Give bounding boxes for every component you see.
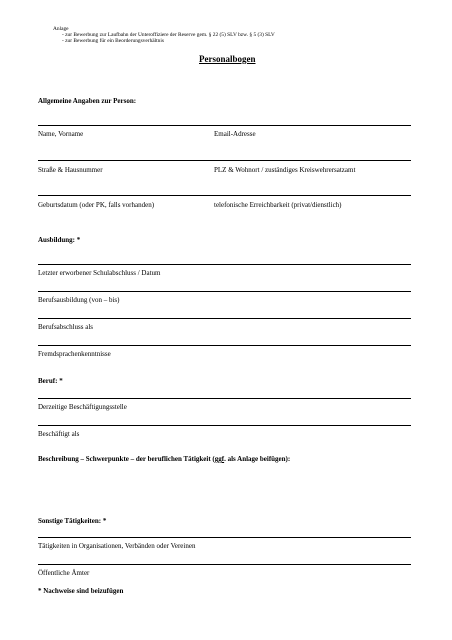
employer-label: Derzeitige Beschäftigungsstelle [38, 403, 127, 411]
languages-label: Fremdsprachenkenntnisse [38, 350, 111, 358]
section-general-heading: Allgemeine Angaben zur Person: [38, 97, 137, 105]
vocational-line[interactable] [38, 291, 411, 292]
page-title: Personalbogen [199, 54, 256, 64]
position-line[interactable] [38, 425, 411, 426]
name-label: Name, Vorname [38, 130, 84, 138]
organisations-label: Tätigkeiten in Organisationen, Verbänden oder Vereinen [38, 542, 196, 550]
section-other-heading: Sonstige Tätigkeiten: * [38, 517, 107, 525]
job-description-heading: Beschreibung – Schwerpunkte – der beruflichen Tätigkeit (ggf. als Anlage beifügen): [38, 455, 291, 463]
street-plz-line[interactable] [38, 160, 411, 161]
anlage-label: Anlage [53, 26, 69, 32]
email-label: Email-Adresse [214, 130, 256, 138]
birth-phone-line[interactable] [38, 195, 411, 196]
footnote: * Nachweise sind beizufügen [38, 587, 124, 595]
offices-line[interactable] [38, 564, 411, 565]
degree-label: Berufsabschluss als [38, 323, 94, 331]
employer-line[interactable] [38, 398, 411, 399]
name-email-line[interactable] [38, 125, 411, 126]
languages-line[interactable] [38, 345, 411, 346]
phone-label: telefonische Erreichbarkeit (privat/dienstlich) [214, 201, 342, 209]
vocational-label: Berufsausbildung (von – bis) [38, 296, 120, 304]
school-line[interactable] [38, 264, 411, 265]
school-label: Letzter erworbener Schulabschluss / Datum [38, 269, 161, 277]
section-education-heading: Ausbildung: * [38, 236, 81, 244]
offices-label: Öffentliche Ämter [38, 569, 90, 577]
street-label: Straße & Hausnummer [38, 166, 103, 174]
header-item-beorderung: - zur Bewerbung für ein Beorderungsverhältnis [62, 38, 164, 44]
section-job-heading: Beruf: * [38, 377, 63, 385]
birth-label: Geburtsdatum (oder PK, falls vorhanden) [38, 201, 155, 209]
plz-label: PLZ & Wohnort / zuständiges Kreiswehrersatzamt [214, 166, 356, 174]
degree-line[interactable] [38, 318, 411, 319]
position-label: Beschäftigt als [38, 430, 80, 438]
organisations-line[interactable] [38, 537, 411, 538]
header-item-laufbahn: - zur Bewerbung zur Laufbahn der Unteroffiziere der Reserve gem. § 22 (5) SLV bzw. § 5 (3) SLV [62, 32, 275, 38]
